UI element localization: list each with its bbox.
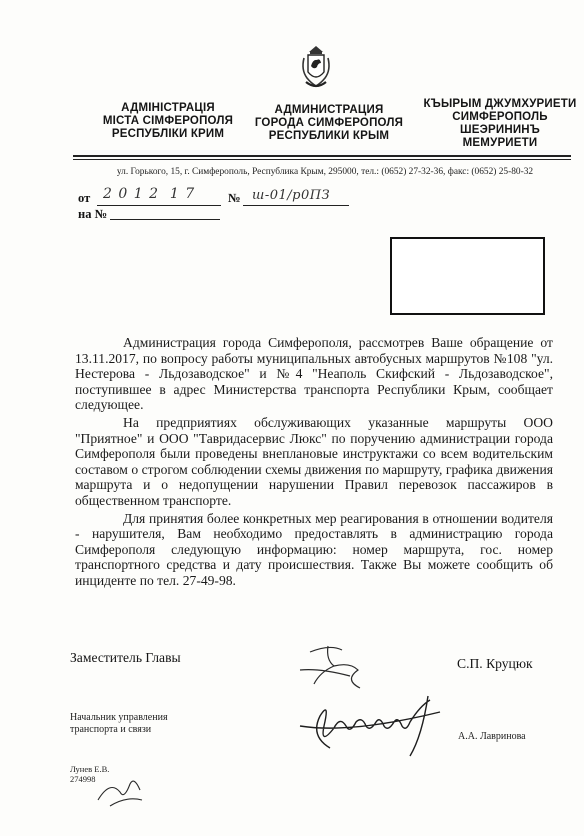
recipient-redacted-box	[390, 237, 545, 315]
header-center-line: РЕСПУБЛИКИ КРЫМ	[268, 130, 390, 142]
approval-title	[70, 712, 168, 736]
header-center-line: ГОРОДА СИМФЕРОПОЛЯ	[254, 117, 404, 129]
header-right-line: МЕМУРИЕТИ	[462, 137, 538, 149]
number-label: №	[228, 191, 241, 205]
executor-name: Лунев Е.В.	[70, 764, 110, 774]
on-number-underline	[110, 219, 220, 220]
signatory-name: С.П. Круцюк	[457, 656, 533, 671]
executor-phone: 274998	[70, 774, 96, 784]
executor-initials	[90, 770, 150, 810]
header-rule-thick	[73, 155, 571, 157]
coat-of-arms-emblem	[299, 42, 333, 92]
approval-title-line: транспорта и связи	[70, 724, 152, 735]
number-underline	[243, 205, 349, 206]
header-right-line: ШЕЭРИНИНЪ	[459, 124, 541, 136]
date-value-handwritten: 2 0 1 2 1 7	[103, 186, 196, 202]
header-left-line: МІСТА СІМФЕРОПОЛЯ	[102, 115, 234, 127]
header-right-line: КЪЫРЫМ ДЖУМХУРИЕТИ	[423, 98, 577, 110]
header-left-ukrainian	[88, 102, 248, 141]
header-left-line: АДМІНІСТРАЦІЯ	[121, 102, 215, 114]
letter-body	[75, 335, 553, 589]
signatory-title: Заместитель Главы	[70, 650, 181, 665]
body-paragraph: Администрация города Симферополя, рассмотрев Ваше обращение от 13.11.2017, по вопросу работы муниципальных автобусных маршрутов №108 "ул. Нестерова - Льдозаводское" и №4 "Неаполь Скифский - Льдозаводское", поступившее в адрес Министерства транспорта Республики Крым, сообщает следующее.	[75, 335, 553, 413]
on-number-label: на №	[78, 207, 108, 221]
header-center-line: АДМИНИСТРАЦИЯ	[274, 104, 384, 116]
header-right-line: СИМФЕРОПОЛЬ	[452, 111, 548, 123]
body-paragraph: На предприятиях обслуживающих указанные маршруты ООО "Приятное" и ООО "Тавридасервис Люкс" по поручению администрации города Симферополя были проведены внеплановые инструктажи со всем водительским составом о строгом соблюдении схемы движения по маршруту, графика движения маршрута и о недопущении нарушении Правил перевозок пассажиров в общественном транспорте.	[75, 414, 553, 508]
header-right-crimean-tatar	[416, 98, 584, 150]
date-underline	[97, 205, 221, 206]
approval-signature	[290, 686, 470, 766]
header-left-line: РЕСПУБЛІКИ КРИМ	[111, 128, 225, 140]
approval-name: А.А. Лавринова	[458, 731, 526, 742]
from-label: от	[78, 191, 91, 205]
number-value-handwritten: ш-01/р0ПЗ	[252, 188, 331, 203]
header-rule-thin	[73, 159, 571, 160]
body-paragraph: Для принятия более конкретных мер реагирования в отношении водителя - нарушителя, Вам необходимо предоставлять в администрацию города Симферополя следующую информацию: номер маршрута, гос. номер транспортного средства и дату происшествия. Также Вы можете сообщить об инциденте по тел. 27-49-98.	[75, 510, 553, 588]
header-center-russian	[249, 104, 409, 143]
address-line: ул. Горького, 15, г. Симферополь, Республика Крым, 295000, тел.: (0652) 27-32-36, факс: (0652) 25-80-32	[116, 167, 534, 177]
approval-title-line: Начальник управления	[70, 712, 168, 723]
